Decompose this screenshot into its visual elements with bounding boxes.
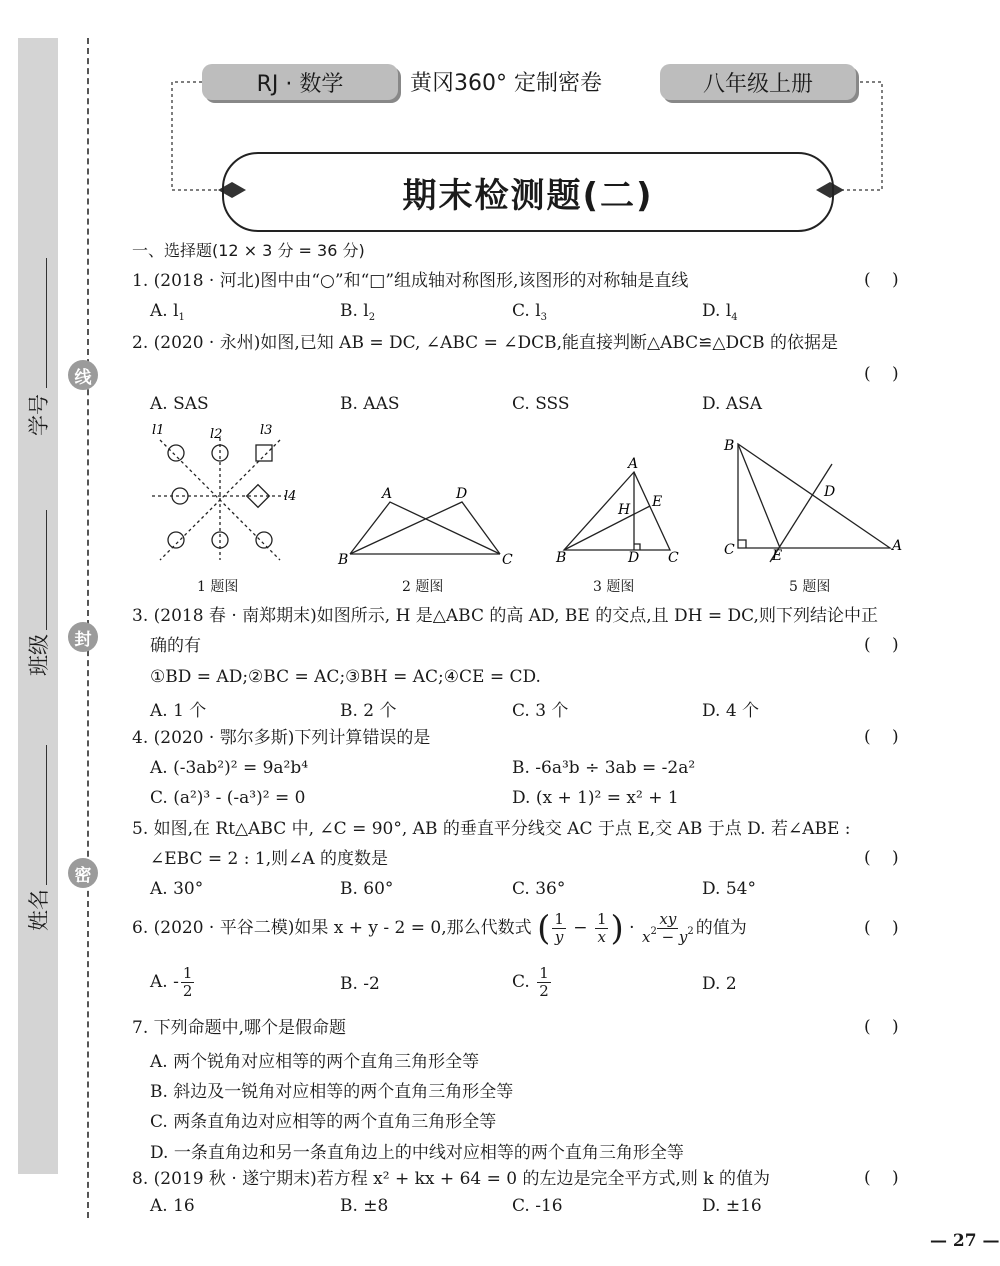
q3-stem-line2: 确的有 [150,636,201,656]
class-label: 班级 [27,634,51,676]
seal-secret-mark: 密 [68,858,98,888]
q7-option-d[interactable]: D. 一条直角边和另一条直角边上的中线对应相等的两个直角三角形全等 [150,1143,684,1163]
q4-option-a[interactable]: A. (-3ab²)² = 9a²b⁴ [150,758,309,778]
q1-stem: 1. (2018 · 河北)图中由“○”和“□”组成轴对称图形,该图形的对称轴是直线 [132,271,689,291]
figure-5-right-triangle [738,444,890,562]
q8-stem: 8. (2019 秋 · 遂宁期末)若方程 x² + kx + 64 = 0 的左边是完全平方式,则 k 的值为 [132,1169,770,1189]
fig5-label-c: C [724,542,735,558]
q1-option-b[interactable]: B. $l_2$ [340,301,376,323]
figure-1-axis-symmetry [152,438,286,560]
q1-option-d[interactable]: D. $l_4$ [702,301,738,323]
q3-option-a[interactable]: A. 1 个 [150,701,207,721]
fig1-label-l4: l4 [284,489,297,504]
fig2-label-a: A [382,486,393,502]
q4-option-d[interactable]: D. (x + 1)² = x² + 1 [512,788,679,808]
q3-stem-line1: 3. (2018 春 · 南郑期末)如图所示, H 是△ABC 的高 AD, BE 的交点,且 DH = DC,则下列结论中正 [132,606,878,626]
class-blank[interactable] [46,510,47,630]
fig1-label-l3: l3 [260,423,273,438]
student-id-blank[interactable] [46,258,47,388]
q1-option-c[interactable]: C. $l_3$ [512,301,548,323]
q5-option-b[interactable]: B. 60° [340,879,394,899]
q6-option-a[interactable]: A. - $\frac{1}{2}$ [150,964,193,1000]
fig3-label-b: B [556,550,567,566]
q6-option-c[interactable]: C. $\frac{1}{2}$ [512,964,549,1000]
q5-option-a[interactable]: A. 30° [150,879,204,899]
q7-option-b[interactable]: B. 斜边及一锐角对应相等的两个直角三角形全等 [150,1082,514,1102]
fig5-label-d: D [824,484,836,500]
q6-option-d[interactable]: D. 2 [702,974,737,994]
figure-2-triangles [350,502,500,554]
fig3-caption: 3 题图 [593,579,635,595]
q4-option-b[interactable]: B. -6a³b ÷ 3ab = -2a² [512,758,696,778]
q5-option-d[interactable]: D. 54° [702,879,756,899]
q2-stem: 2. (2020 · 永州)如图,已知 AB = DC, ∠ABC = ∠DCB,能直接判断△ABC≌△DCB 的依据是 [132,333,839,353]
name-label: 姓名 [27,889,51,931]
q3-option-c[interactable]: C. 3 个 [512,701,569,721]
fig2-label-d: D [456,486,468,502]
q3-option-d[interactable]: D. 4 个 [702,701,760,721]
q7-option-c[interactable]: C. 两条直角边对应相等的两个直角三角形全等 [150,1112,497,1132]
q2-answer-blank[interactable]: ( ) [864,364,899,384]
q6-stem: 6. (2020 · 平谷二模)如果 x + y - 2 = 0,那么代数式 ( $\frac{1}{y}$ − $\frac{1}{x}$ ) · $\frac{xy}{x^2 - y^2}$ 的值为 [132,908,747,949]
q5-option-c[interactable]: C. 36° [512,879,566,899]
q2-option-b[interactable]: B. AAS [340,394,400,414]
page-number: — 27 — [930,1231,1000,1251]
q7-stem: 7. 下列命题中,哪个是假命题 [132,1018,347,1038]
page-title: 期末检测题(二) [222,152,834,232]
fig5-caption: 5 题图 [789,579,831,595]
q4-stem: 4. (2020 · 鄂尔多斯)下列计算错误的是 [132,728,431,748]
q6-stem-prefix: 6. (2020 · 平谷二模)如果 x + y - 2 = 0,那么代数式 [132,918,532,938]
fig2-label-c: C [502,552,513,568]
q6-answer-blank[interactable]: ( ) [864,918,899,938]
q8-option-b[interactable]: B. ±8 [340,1196,389,1216]
q6-stem-suffix: 的值为 [695,918,747,938]
fig3-label-a: A [628,456,639,472]
figures-row [140,420,920,580]
binding-strip [18,38,58,1174]
fig2-label-b: B [338,552,349,568]
student-id-label: 学号 [27,394,51,436]
q8-option-d[interactable]: D. ±16 [702,1196,762,1216]
fig5-label-e: E [772,548,783,564]
q3-option-b[interactable]: B. 2 个 [340,701,397,721]
name-blank[interactable] [46,745,47,885]
fig1-label-l1: l1 [152,423,165,438]
fig5-label-b: B [724,438,735,454]
fig2-caption: 2 题图 [402,579,444,595]
q2-option-d[interactable]: D. ASA [702,394,763,414]
q1-answer-blank[interactable]: ( ) [864,270,899,290]
q8-answer-blank[interactable]: ( ) [864,1168,899,1188]
q3-statements: ①BD = AD;②BC = AC;③BH = AC;④CE = CD. [150,667,541,687]
q5-stem-line1: 5. 如图,在 Rt△ABC 中, ∠C = 90°, AB 的垂直平分线交 AC 于点 E,交 AB 于点 D. 若∠ABE : [132,819,851,839]
fig1-caption: 1 题图 [197,579,239,595]
q7-answer-blank[interactable]: ( ) [864,1017,899,1037]
q3-answer-blank[interactable]: ( ) [864,635,899,655]
subject-badge: RJ · 数学 [202,64,398,100]
seal-line-mark: 线 [68,360,98,390]
section-heading: 一、选择题(12 × 3 分 = 36 分) [132,241,365,260]
q8-option-a[interactable]: A. 16 [150,1196,195,1216]
fig5-label-a: A [892,538,903,554]
figure-3-triangle-altitudes [564,472,670,550]
fig1-label-l2: l2 [210,427,223,442]
fig3-label-c: C [668,550,679,566]
q1-option-a[interactable]: A. $l_1$ [150,301,185,323]
fig3-label-d: D [628,550,640,566]
fig3-label-h: H [618,502,631,518]
q5-answer-blank[interactable]: ( ) [864,848,899,868]
grade-badge: 八年级上册 [660,64,856,100]
q4-option-c[interactable]: C. (a²)³ - (-a³)² = 0 [150,788,306,808]
q7-option-a[interactable]: A. 两个锐角对应相等的两个直角三角形全等 [150,1052,480,1072]
seal-seal-mark: 封 [68,622,98,652]
q4-answer-blank[interactable]: ( ) [864,727,899,747]
q5-stem-line2: ∠EBC = 2 : 1,则∠A 的度数是 [150,849,389,869]
q8-option-c[interactable]: C. -16 [512,1196,563,1216]
q2-option-a[interactable]: A. SAS [150,394,209,414]
series-name: 黄冈360° 定制密卷 [410,71,602,96]
fig3-label-e: E [652,494,663,510]
q2-option-c[interactable]: C. SSS [512,394,570,414]
q6-option-b[interactable]: B. -2 [340,974,380,994]
